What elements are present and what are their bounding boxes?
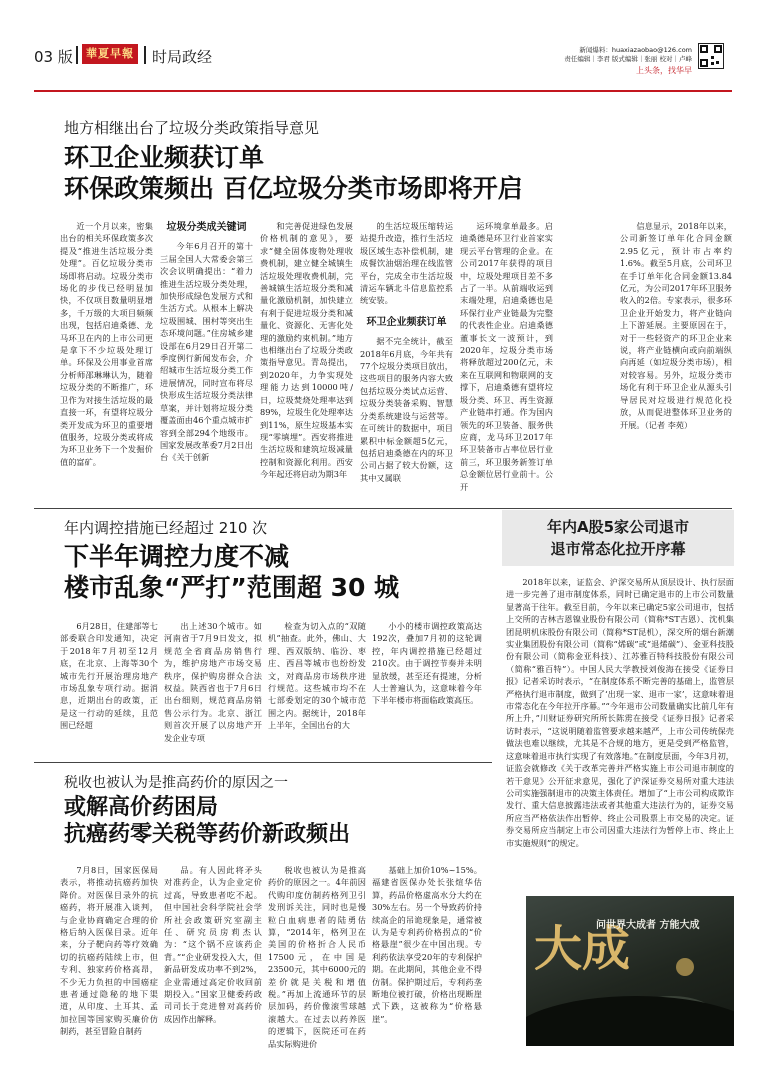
- headline-line: 环保政策频出 百亿垃圾分类市场即将开启: [64, 173, 523, 203]
- section-rule: [34, 508, 732, 509]
- article3-body: [506, 576, 734, 888]
- body-text: 运环境拿单最多。启迪桑德是环卫行业首家实现云平台管理的企业。在公司2017年获得的项目中，垃圾处理项目差不多占了一半。从前端收运到末端处理，启迪桑德也是环保行业产业链最为完整的代表性企业。启迪桑德董事长文一波预计，到2020年，垃圾分类市场将释放超过200亿元，未来在互联网和物联网的支撑下，启迪桑德有望将垃圾分类、环卫、再生资源产业链串打通。作为国内领先的环卫装备、服务供应商，龙马环卫2017年环卫装备市占率位居行业前三，环卫服务新签订单总金额位居行业前十。公开: [460, 221, 553, 492]
- article2-col3: [268, 620, 366, 756]
- body-text: 的生活垃圾压缩转运站提升改造，推行生活垃圾区域生态补偿机制，建成餐饮油烟治理在线监管平台，完成全市生活垃圾清运车辆北斗信息监控系统安装。: [360, 221, 453, 306]
- editor-credits: [556, 46, 692, 76]
- body-text: 出上述30个城市。如河南省于7月9日发文，拟规范全省商品房销售行为，维护房地产市场交易秩序，保护购房群众合法权益。陕西省也于7月6日出台细则，规范商品房销售公示行为。北京、浙江则首次开展了以房地产开发企业专项: [164, 621, 262, 743]
- article2-kicker: 年内调控措施已经超过 210 次: [64, 519, 268, 537]
- page-header: [0, 0, 766, 92]
- advertisement[interactable]: [526, 896, 734, 1046]
- editor-names: 责任编辑｜李君 版式编辑｜张丽 校对｜卢峰: [564, 55, 692, 63]
- section-rule: [34, 762, 492, 763]
- article1-kicker: 地方相继出台了垃圾分类政策指导意见: [64, 119, 320, 137]
- divider: [144, 46, 146, 64]
- page-number: 03 版: [34, 48, 73, 66]
- body-text: 小小的楼市调控政策高达192次，叠加7月初的这轮调控，年内调控措施已经超过210次。由于调控节奏并未明显放缓，甚至还有提速，分析人士普遍认为，这意味着今年下半年楼市将面临政策高压。: [372, 621, 482, 706]
- article1-col4: [360, 220, 453, 504]
- body-text: 和完善促进绿色发展价格机制的意见》，要求“健全固体废物处理收费机制，建立健全城镇生活垃圾处理收费机制，完善城镇生活垃圾分类和减量化激励机制，加快建立有利于促进垃圾分类和减量化、资源化、无害化处理的激励约束机制。”地方也相继出台了垃圾分类政策指导意见。青岛提出，到2020年，力争实现处理能力达到10000吨/日，垃圾焚烧处理率达到89%，垃圾生化处理率达到11%，原生垃圾基本实现“零填埋”。西安将推进生活垃圾和建筑垃圾减量控制和资源化利用。西安今年起还将启动为期3年: [260, 221, 353, 480]
- article1-col6: [620, 220, 732, 504]
- divider: [76, 46, 78, 64]
- headline-line: 下半年调控力度不减: [64, 542, 290, 571]
- article1-col2: [160, 220, 253, 504]
- body-text: 基础上加价10%~15%。福建省医保办处长张煊华估算，药品价格虚高水分大约在30%左右。另一个导致药价持续高企的吊诡现象是，通常被认为是专利药价格拐点的“价格悬崖”很少在中国出现。专利药依法享受20年的专利保护期。在此期间，其他企业不得仿制。保护期过后，专利药垄断地位被打破，价格出现断崖式下跌，这被称为“价格悬崖”。: [372, 865, 482, 1024]
- ad-calligraphy: 大成: [534, 921, 631, 977]
- ad-tagline: 问世界大成者 方能大成: [596, 920, 700, 931]
- slogan: 上头条，找华早: [636, 66, 692, 75]
- article2-headline[interactable]: [64, 542, 399, 603]
- body-text: 2018年以来，证监会、沪深交易所从顶层设计、执行层面进一步完善了退市制度体系，同时已确定退市的上市公司数量显著高于往年。截至目前，今年以来已确定5家公司退市，包括上交所的吉林吉恩镍业股份有限公司（简称*ST吉恩）、沈机集团昆明机床股份有限公司（简称*ST昆机），深交所的烟台新潮实业集团股份有限公司（简称“烯碳”或“退烯碳”）、金亚科技股份有限公司（简称金亚科技）、江苏雅百特科技股份有限公司（简称“雅百特”）。中国人民大学教授刘俊海在接受《证券日报》记者采访时表示，“在制度体系不断完善的基础上，监管层严格执行退市制度，做到了‘出现一家、退市一家’，这意味着退市常态化在今年拉开序幕。”“今年退市公司数量确实比前几年有所上升，”川财证券研究所所长陈雳在接受《证券日报》记者采访时表示，“这说明随着监管要求越来越严，上市公司传统保壳做法也难以继续，尤其是不合规的地方，更是受到严格监管，这意味着退市执行实现了有效落地。”在制度层面，今年3月初，证监会就修改《关于改革完善并严格实施上市公司退市制度的若干意见》公开征求意见，强化了沪深证券交易所对重大违法公司实施强制退市的决策主体责任。增加了“上市公司构成欺诈发行、重大信息披露违法或者其他重大违法行为的，证券交易所应当严格依法作出暂停、终止公司股票上市交易的决定。证券交易所应当制定上市公司因重大违法行为暂停上市、终止上市实施规则”的规定。: [506, 577, 734, 848]
- section-name: 时局政经: [152, 48, 213, 66]
- subhead: 垃圾分类成关键词: [166, 222, 247, 233]
- article4-kicker: 税收也被认为是推高药价的原因之一: [64, 775, 288, 791]
- article2-col4: [372, 620, 482, 756]
- qr-code-icon[interactable]: [698, 43, 724, 69]
- subhead: 环卫企业频获订单: [366, 316, 447, 328]
- article4-col3: [268, 864, 366, 1060]
- hotline-email: 新闻爆料：huaxiazaobao@126.com: [579, 46, 692, 54]
- ad-landscape: [526, 996, 734, 1046]
- article2-col2: [164, 620, 262, 756]
- headline-line: 年内A股5家公司退市: [546, 518, 690, 536]
- article3-headline[interactable]: [502, 510, 734, 566]
- article1-col3: [260, 220, 353, 504]
- article4-col4: [372, 864, 482, 1060]
- article4-col2: [164, 864, 262, 1060]
- body-text: 信息显示，2018年以来，公司新签订单年化合同金额2.95亿元，预计市占率约1.6%。截至5月底，公司环卫在手订单年化合同金额13.84亿元，为公司2017年环卫服务收入的2倍。专家表示，很多环卫企业开始发力，将产业链向上下游延展。主要原因在于，对于一些轻资产的环卫企业来说，将产业链横向或向前端纵向再延（如垃圾分类市场），相对较容易。另外，垃圾分类市场化有利于环卫企业从源头引导居民对垃圾进行规范化投放，从而促进整体环卫业务的开展。（记者 李苑）: [620, 221, 732, 430]
- article1-col5: [460, 220, 553, 504]
- body-text: 品。有人因此将矛头对准药企，认为企业定价过高，导致患者吃不起。但中国社会科学院社会学所社会政策研究室副主任、研究员房莉杰认为：“这个锅不应该药企背。”“企业研发投入大，但新品研发成功率不到2%，企业需通过高定价收回前期投入。”国家卫健委药政司司长于竞进曾对高药价成因作出解释。: [164, 865, 262, 1024]
- body-text: 今年6月召开的第十三届全国人大常委会第三次会议明确提出：“着力推进生活垃圾分类处理，加快形成绿色发展方式和生活方式。从根本上解决垃圾围城、围村等突出生态环境问题。”住房城乡建设部在6月29日召开第二季度例行新闻发布会，介绍城市生活垃圾分类工作进展情况，同时宣布将尽快形成生活垃圾分类法律草案，并计划将垃圾分类覆盖面由46个重点城市扩容到全部294个地级市。国家发展改革委7月2日出台《关于创新: [160, 241, 253, 463]
- headline-line: 退市常态化拉开序幕: [550, 540, 686, 558]
- headline-line: 抗癌药零关税等药价新政频出: [64, 821, 351, 847]
- article1-headline[interactable]: [64, 143, 523, 204]
- body-text: 近一个月以来，密集出台的相关环保政策多次提及“推进生活垃圾分类处理”。百亿垃圾分类市场即将启动。垃圾分类市场化的步伐已经明显加快，不仅项目数量明显增多，千万级的大项目频频出现，包括启迪桑德、龙马环卫在内的上市公司更是拿下不少垃圾处理订单。环保及公用事业首席分析师邵琳琳认为，随着垃圾分类的不断推广，环卫作为对接生活垃圾的最直接一环，有望将垃圾分类开发成为环卫的重要增值服务，垃圾分类或将成为环卫业务下一个发掘价值的富矿。: [60, 221, 153, 467]
- body-text: 检查为切入点的“双随机”抽查。此外，佛山、大理、西双版纳、临汾、枣庄、西昌等城市也纷纷发文，对商品房市场秩序进行规范。这些城市均不在七部委划定的30个城市范围之内。据统计，2018年上半年，全国出台的大: [268, 621, 366, 731]
- headline-line: 楼市乱象“严打”范围超 30 城: [64, 572, 400, 602]
- article2-col1: [60, 620, 158, 756]
- article4-col1: [60, 864, 158, 1060]
- header-rule: [34, 90, 732, 92]
- ad-sun: [676, 958, 694, 976]
- body-text: 7月8日，国家医保局表示，将推动抗癌药加快降价。对医保目录外的抗癌药，将开展准入谈判，与企业协商确定合理的价格后纳入医保目录。近年来，分子靶向药等疗效确切的抗癌药陆续上市，但专利、独家药价格高昂，不少无力负担的中国癌症患者通过隐秘的地下渠道，从印度、土耳其、孟加拉国等国家购买廉价仿制药，甚至冒险自制药: [60, 865, 158, 1037]
- article1-col1: [60, 220, 153, 504]
- body-text: 税收也被认为是推高药价的原因之一。4年前因代购印度仿制药格列卫引发刑诉关注，同时也是慢粒白血病患者的陆勇估算，“2014年，格列卫在美国的价格折合人民币17500元，在中国是23500元，其中6000元的差价就是关税和增值税。”再加上流通环节的层层加码，药价像滚雪球越滚越大。在过去以药养医的逻辑下，医院还可在药品实际购进价: [268, 865, 366, 1049]
- body-text: 据不完全统计，截至2018年6月底，今年共有77个垃圾分类项目放出，这些项目的服务内容大致包括垃圾分类试点运营、垃圾分类装备采购、智慧分类系统建设与运营等。在可统计的数据中，项目累积中标金额超5亿元，包括启迪桑德在内的环卫公司占据了较大份额，这其中又属联: [360, 336, 453, 483]
- masthead-logo: 華夏早報: [82, 44, 138, 64]
- body-text: 6月28日，住建部等七部委联合印发通知，决定于2018年7月初至12月底，在北京、上海等30个城市先行开展治理房地产市场乱象专项行动。据消息，近期出台的政策，正是这一行动的延续，且范围已经超: [60, 621, 158, 731]
- headline-line: 环卫企业频获订单: [64, 143, 265, 172]
- headline-line: 或解高价药困局: [64, 795, 219, 820]
- article4-headline[interactable]: [64, 795, 350, 849]
